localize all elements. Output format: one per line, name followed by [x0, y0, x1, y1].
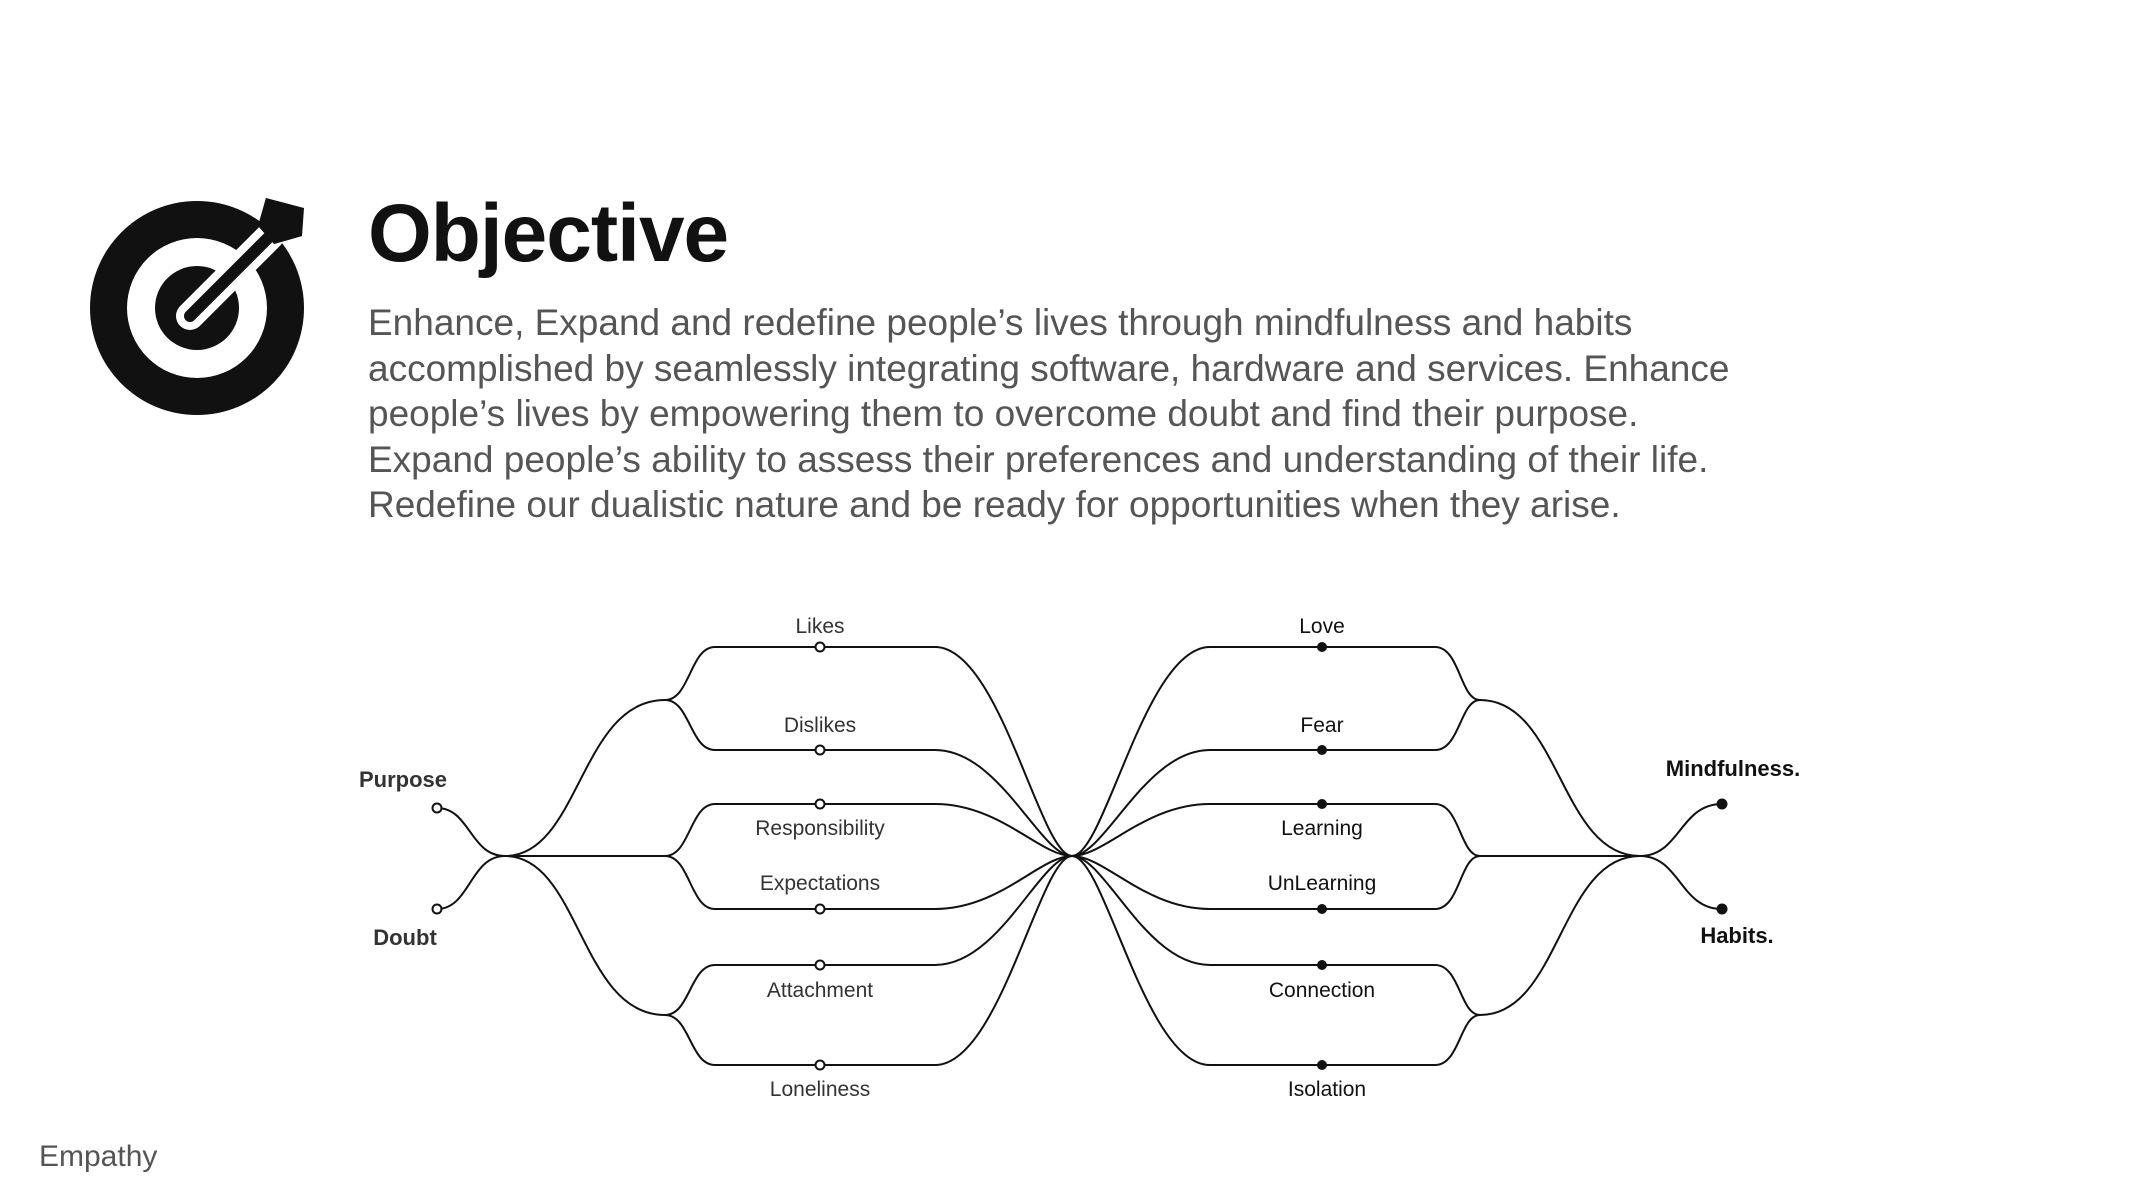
node-dot: [433, 804, 442, 813]
node-dot: [433, 905, 442, 914]
node-label-responsibility: Responsibility: [755, 817, 885, 840]
node-dot: [816, 800, 825, 809]
node-dot: [1317, 960, 1327, 970]
node-label-attachment: Attachment: [766, 979, 874, 1002]
node-dot: [1317, 745, 1327, 755]
diagram-connectors: [437, 647, 1722, 1065]
root-label-mindfulness: Mindfulness.: [1665, 756, 1801, 781]
node-dot: [816, 961, 825, 970]
description-line: Redefine our dualistic nature and be ready for opportunities when they arise.: [368, 484, 1621, 525]
left-node-dots: [816, 643, 825, 1070]
description-line: people’s lives by empowering them to overcome doubt and find their purpose.: [368, 393, 1639, 434]
connector: [1480, 700, 1640, 856]
node-label-loneliness: Loneliness: [769, 1078, 871, 1101]
connector: [1480, 856, 1640, 1015]
connector: [1322, 700, 1480, 750]
node-dot: [1717, 904, 1728, 915]
right-root-dots: [1717, 799, 1728, 915]
right-node-dots: [1317, 642, 1327, 1070]
node-dot: [1317, 799, 1327, 809]
description-line: Enhance, Expand and redefine people’s lives through mindfulness and habits: [368, 302, 1633, 343]
connector: [1322, 647, 1480, 700]
node-dot: [1717, 799, 1728, 810]
description-line: accomplished by seamlessly integrating software, hardware and services. Enhance: [368, 347, 1730, 389]
root-label-doubt: Doubt: [373, 925, 437, 950]
node-dot: [1317, 1060, 1327, 1070]
footer-label: Empathy: [39, 1140, 158, 1173]
node-label-isolation: Isolation: [1287, 1078, 1367, 1101]
connector: [437, 808, 505, 856]
node-label-love: Love: [1299, 615, 1345, 638]
root-label-purpose: Purpose: [358, 767, 448, 792]
connector: [665, 647, 820, 700]
node-dot: [816, 643, 825, 652]
node-dot: [816, 746, 825, 755]
connector: [505, 856, 665, 1015]
connector: [1640, 804, 1722, 856]
connector: [665, 1015, 820, 1065]
node-label-likes: Likes: [795, 615, 845, 638]
connector: [505, 700, 665, 856]
node-label-expectations: Expectations: [759, 872, 881, 895]
node-label-dislikes: Dislikes: [783, 714, 857, 737]
node-dot: [816, 1061, 825, 1070]
connector: [1322, 1015, 1480, 1065]
page-title: Objective: [368, 188, 729, 279]
node-dot: [816, 905, 825, 914]
node-label-connection: Connection: [1268, 979, 1376, 1002]
connector: [437, 856, 505, 909]
node-label-learning: Learning: [1281, 817, 1363, 840]
node-dot: [1317, 642, 1327, 652]
node-dot: [1317, 904, 1327, 914]
description-line: Expand people’s ability to assess their preferences and understanding of their life.: [368, 438, 1709, 480]
root-label-habits: Habits.: [1700, 923, 1774, 948]
node-label-fear: Fear: [1300, 714, 1344, 737]
left-root-dots: [433, 804, 442, 914]
connector: [1640, 856, 1722, 909]
node-label-unlearning: UnLearning: [1267, 872, 1377, 895]
